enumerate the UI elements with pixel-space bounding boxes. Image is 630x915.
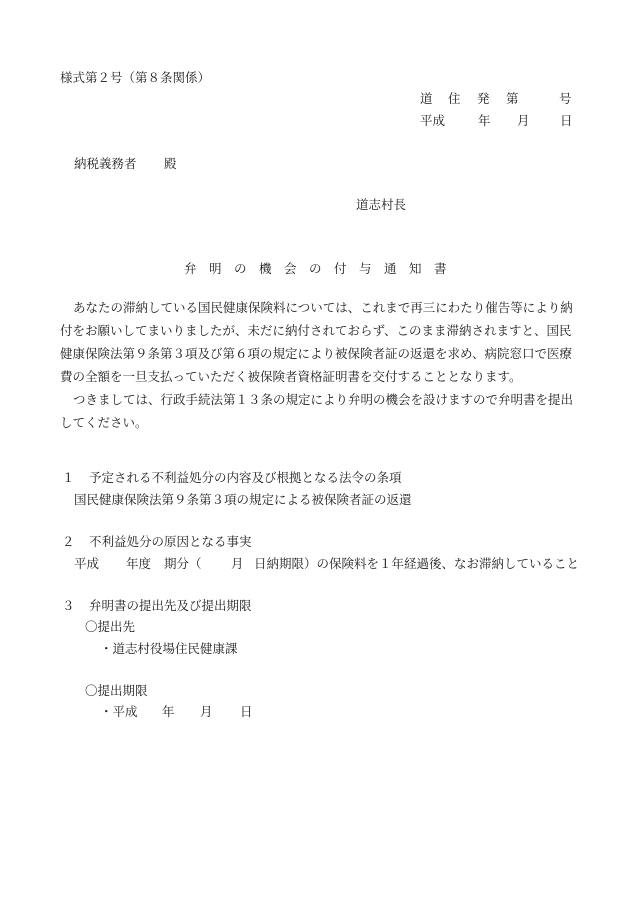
deadline-label: 〇提出期限 [85,683,148,698]
section-content: 国民健康保険法第９条第３項の規定による被保険者証の返還 [74,492,412,507]
section-heading: 不利益処分の原因となる事実 [89,534,252,549]
body-paragraph-1: あなたの滞納している国民健康保険料については、これまで再三にわたり催告等により納付をお願いしてまいりましたが、未だに納付されておらず、このまま滞納されますと、国民健康保険法第９条第３項及び第６項の規定により被保険者証の返還を求め、病院窓口で医療費の全額を一旦支払っていただく被保険者資格証明書を交付することとなります。 [60,300,573,384]
section-number: １ [62,470,75,485]
form-label: 様式第２号（第８条関係） [60,70,211,85]
destination-value: ・道志村役場住民健康課 [100,641,238,656]
section-number: ３ [62,598,75,613]
section-heading: 予定される不利益処分の内容及び根拠となる法令の条項 [89,470,402,485]
document-page: 様式第２号（第８条関係） 道 住 発 第 号 平成 年 月 日 納税義務者 殿 道志村長 弁 明 の 機 会 の 付 与 通 知 書 あなたの滞納している国民健康保険料については、これまで再三にわたり催告等により納付をお願いしてまいりましたが、未だに納付されておらず、このまま滞納されますと、国民健康保険法第９条第３項及び第６項の規定により被保険者証の返還を求め、病院窓口で医療費の全額を一旦支払っていただく被保険者資格証明書を交付することとなります。 つきましては、行政手続法第１３条の規定により弁明の機会を設けますので弁明書を提出してください。 １ 予定される不利益処分の内容及び根拠となる法令の条項 国民健康保険法第９条第３項の規定による被保険者証の返還 ２ 不利益処分の原因となる事実 平成 年度 期分（ 月 日納期限）の保険料を１年経過後、なお滞納していること ３ 弁明書の提出先及び提出期限 〇提出先 ・道志村役場住民健康課 〇提出期限 ・平成 年 月 日 [60,70,580,719]
body-paragraph-2: つきましては、行政手続法第１３条の規定により弁明の機会を設けますので弁明書を提出してください。 [60,392,574,430]
destination-label: 〇提出先 [85,619,136,634]
sender: 道志村長 [356,197,407,212]
body-text [60,296,580,434]
section-number: ２ [62,534,75,549]
section-heading: 弁明書の提出先及び提出期限 [89,598,252,613]
